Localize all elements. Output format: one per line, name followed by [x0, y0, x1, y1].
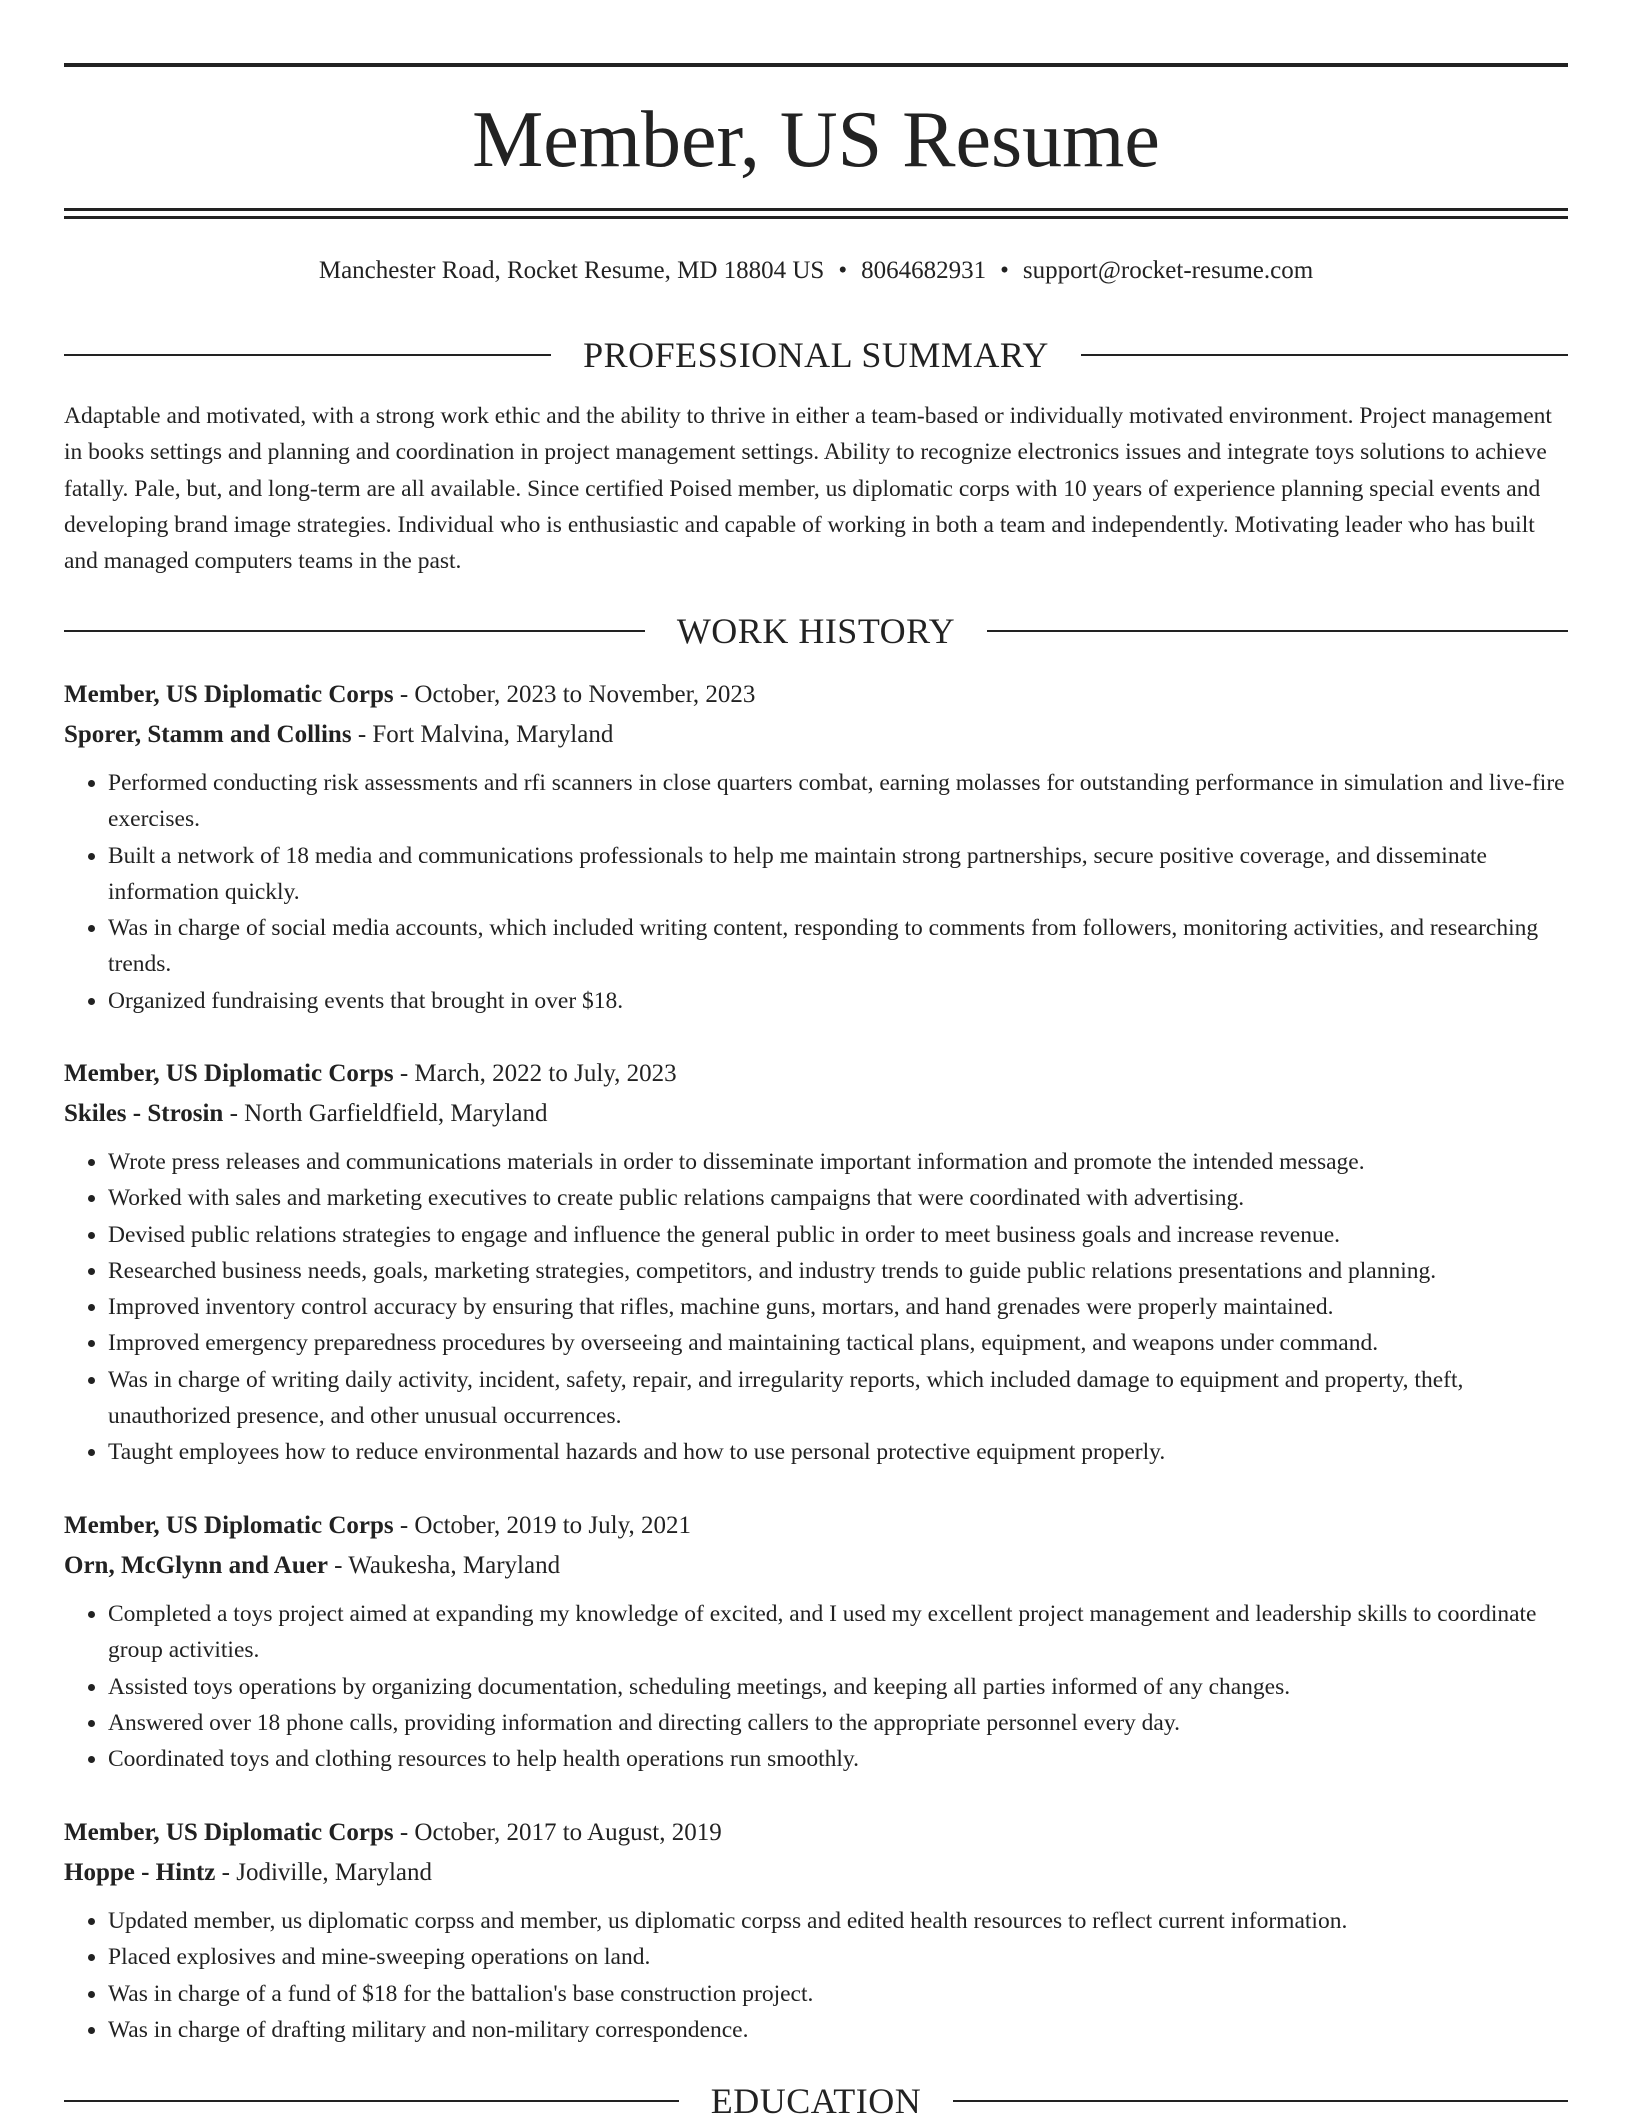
job-company-line — [64, 1546, 1568, 1586]
section-title-summary: PROFESSIONAL SUMMARY — [583, 335, 1049, 375]
job-location: - North Garfieldfield, Maryland — [223, 1100, 548, 1127]
job-bullet: • Completed a toys project aimed at expanding my knowledge of excited, and I used my excellent project management and leadership skills to coordinate group activities. — [108, 1596, 1568, 1669]
section-header-education — [64, 2079, 1568, 2123]
contact-separator: • — [838, 257, 848, 284]
section-header-summary — [64, 333, 1568, 377]
job-company-line — [64, 1853, 1568, 1893]
job-bullet: • Performed conducting risk assessments and rfi scanners in close quarters combat, earning molasses for outstanding performance in simulation and live-fire exercises. — [108, 765, 1568, 838]
contact-separator: • — [1000, 257, 1009, 284]
job-location: - Jodiville, Maryland — [215, 1859, 433, 1886]
section-header-work — [64, 609, 1568, 653]
summary-paragraph: Adaptable and motivated, with a strong work ethic and the ability to thrive in either a team-based or individually motivated environment. Project management in books settings and planning and coordination in project management settings. Ability to recognize electronics issues and integrate toys solutions to achieve fatally. Pale, but, and long-term are all available. Since certified Poised member, us diplomatic corps with 10 years of experience planning special events and developing brand image strategies. Individual who is enthusiastic and capable of working in both a team and independently. Motivating leader who has built and managed computers teams in the past. — [64, 403, 1552, 575]
job-company: Orn, McGlynn and Auer — [64, 1552, 328, 1579]
job-entry — [64, 1054, 1568, 1471]
job-bullet: • Organized fundraising events that brought in over $18. — [108, 983, 1568, 1019]
job-location: - Fort Malvina, Maryland — [351, 721, 614, 748]
contact-phone: 8064682931 — [861, 257, 987, 284]
job-dates: - October, 2023 to November, 2023 — [393, 681, 756, 708]
header-double-rule-lower — [64, 216, 1568, 219]
contact-address: Manchester Road, Rocket Resume, MD 18804 US — [318, 257, 825, 284]
section-title-work: WORK HISTORY — [676, 611, 956, 651]
job-dates: - October, 2017 to August, 2019 — [393, 1819, 722, 1846]
job-bullet: • Built a network of 18 media and communications professionals to help me maintain strong partnerships, secure positive coverage, and disseminate information quickly. — [108, 838, 1568, 911]
job-bullet: • Wrote press releases and communications materials in order to disseminate important information and promote the intended message. — [108, 1144, 1568, 1180]
resume-name: Member, US Resume — [472, 96, 1160, 184]
job-bullet: • Updated member, us diplomatic corpss and member, us diplomatic corpss and edited health resources to reflect current information. — [108, 1903, 1568, 1939]
job-bullets — [64, 1144, 1568, 1471]
job-dates: - October, 2019 to July, 2021 — [393, 1512, 691, 1539]
job-title-line — [64, 675, 1568, 715]
section-rule-right — [987, 630, 1568, 632]
header-double-rule-upper — [64, 208, 1568, 211]
job-entry — [64, 1506, 1568, 1777]
job-bullet: • Improved emergency preparedness procedures by overseeing and maintaining tactical plans, equipment, and weapons under command. — [108, 1325, 1568, 1361]
job-title: Member, US Diplomatic Corps — [64, 1819, 394, 1846]
section-rule-left — [64, 2100, 679, 2102]
job-company: Sporer, Stamm and Collins — [64, 721, 352, 748]
job-bullet: • Improved inventory control accuracy by ensuring that rifles, machine guns, mortars, and hand grenades were properly maintained. — [108, 1289, 1568, 1325]
job-bullet: • Taught employees how to reduce environmental hazards and how to use personal protective equipment properly. — [108, 1434, 1568, 1470]
job-bullets — [64, 1596, 1568, 1777]
job-bullet: • Devised public relations strategies to engage and influence the general public in order to meet business goals and increase revenue. — [108, 1217, 1568, 1253]
job-title-line — [64, 1813, 1568, 1853]
section-rule-right — [1081, 354, 1568, 356]
section-rule-left — [64, 630, 645, 632]
job-bullets — [64, 1903, 1568, 2048]
job-company: Hoppe - Hintz — [64, 1859, 216, 1886]
job-title: Member, US Diplomatic Corps — [64, 1060, 394, 1087]
job-bullet: • Assisted toys operations by organizing documentation, scheduling meetings, and keeping all parties informed of any changes. — [108, 1669, 1568, 1705]
job-bullets — [64, 765, 1568, 1019]
contact-email: support@rocket-resume.com — [1022, 257, 1314, 284]
job-bullet: • Researched business needs, goals, marketing strategies, competitors, and industry trends to guide public relations presentations and planning. — [108, 1253, 1568, 1289]
job-entry — [64, 1813, 1568, 2048]
job-company-line — [64, 1094, 1568, 1134]
section-title-education: EDUCATION — [710, 2081, 922, 2121]
job-title: Member, US Diplomatic Corps — [64, 1512, 394, 1539]
job-title: Member, US Diplomatic Corps — [64, 681, 394, 708]
job-bullet: • Was in charge of writing daily activity, incident, safety, repair, and irregularity reports, which included damage to equipment and property, theft, unauthorized presence, and other unusual occurrences. — [108, 1362, 1568, 1435]
job-company: Skiles - Strosin — [64, 1100, 224, 1127]
job-bullet: • Coordinated toys and clothing resources to help health operations run smoothly. — [108, 1741, 1568, 1777]
contact-line — [64, 253, 1568, 289]
section-rule-left — [64, 354, 551, 356]
job-dates: - March, 2022 to July, 2023 — [393, 1060, 677, 1087]
section-rule-right — [953, 2100, 1568, 2102]
job-bullet: • Placed explosives and mine-sweeping operations on land. — [108, 1939, 1568, 1975]
job-title-line — [64, 1506, 1568, 1546]
job-title-line — [64, 1054, 1568, 1094]
job-bullet: • Was in charge of drafting military and non-military correspondence. — [108, 2012, 1568, 2048]
job-bullet: • Was in charge of a fund of $18 for the battalion's base construction project. — [108, 1976, 1568, 2012]
job-location: - Waukesha, Maryland — [327, 1552, 561, 1579]
job-company-line — [64, 715, 1568, 755]
header-top-rule — [64, 63, 1568, 67]
job-bullet: • Worked with sales and marketing executives to create public relations campaigns that were coordinated with advertising. — [108, 1180, 1568, 1216]
job-entry — [64, 675, 1568, 1019]
job-bullet: • Was in charge of social media accounts, which included writing content, responding to comments from followers, monitoring activities, and researching trends. — [108, 910, 1568, 983]
job-bullet: • Answered over 18 phone calls, providing information and directing callers to the appropriate personnel every day. — [108, 1705, 1568, 1741]
